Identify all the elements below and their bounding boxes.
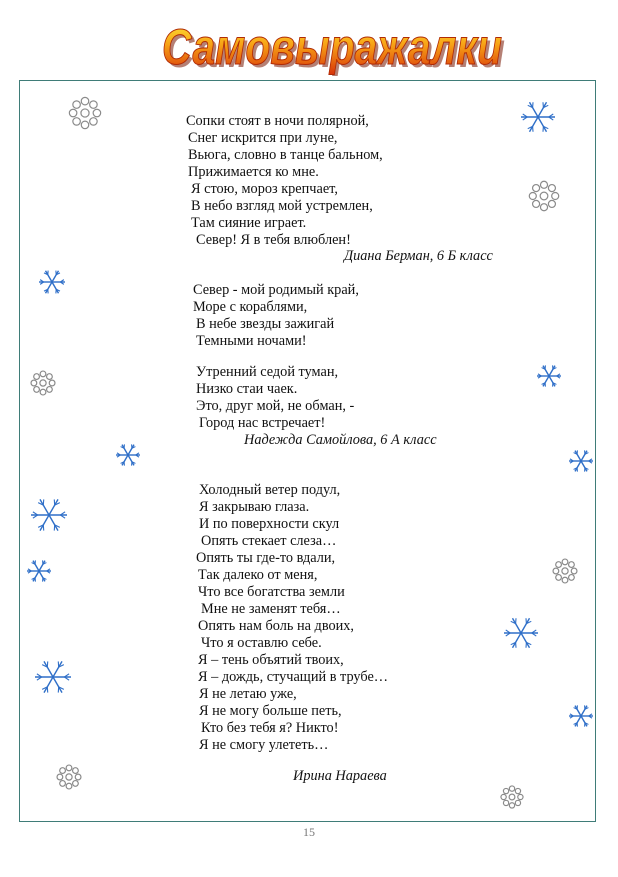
poem-line: Сопки стоят в ночи полярной, — [186, 113, 369, 129]
snowflake-icon — [38, 268, 66, 296]
poem-line: Низко стаи чаек. — [196, 381, 298, 397]
snow-dots-icon — [68, 96, 102, 130]
poem-line: Утренний седой туман, — [196, 364, 339, 380]
poem-line: Я – дождь, стучащий в трубе… — [198, 669, 389, 685]
page-number: 15 — [303, 825, 315, 839]
poem-line: Снег искрится при луне, — [188, 130, 338, 146]
poem-line: Я не летаю уже, — [199, 686, 297, 702]
poem-line: Там сияние играет. — [191, 215, 307, 231]
poem-line: И по поверхности скул — [199, 516, 340, 532]
poem-line: Я не смогу улететь… — [199, 737, 329, 753]
snowflake-icon — [115, 442, 141, 468]
poem-author: Ирина Нараева — [293, 768, 387, 784]
poem-line: Опять ты где-то вдали, — [196, 550, 336, 566]
poem-line: Кто без тебя я? Никто! — [201, 720, 339, 736]
snow-dots-icon — [552, 558, 578, 584]
poem-line: Опять нам боль на двоих, — [198, 618, 354, 634]
snow-dots-icon — [528, 180, 560, 212]
poem-line: Море с кораблями, — [193, 299, 308, 315]
snowflake-icon — [34, 658, 72, 696]
snowflake-icon — [30, 496, 68, 534]
snow-dots-icon — [56, 764, 82, 790]
poem-line: В небе звезды зажигай — [196, 316, 335, 332]
title-text: Самовыражалки — [162, 19, 502, 75]
snowflake-icon — [568, 448, 594, 474]
poem-line: Что я оставлю себе. — [201, 635, 322, 651]
poem-line: Так далеко от меня, — [198, 567, 318, 583]
page-title — [150, 14, 514, 76]
poem-line: Холодный ветер подул, — [199, 482, 341, 498]
poem-line: В небо взгляд мой устремлен, — [191, 198, 373, 214]
snowflake-icon — [503, 615, 539, 651]
poem-line: Прижимается ко мне. — [188, 164, 319, 180]
poem-line: Я закрываю глаза. — [199, 499, 310, 515]
poem-line: Вьюга, словно в танце бальном, — [188, 147, 383, 163]
poem-line: Это, друг мой, не обман, - — [196, 398, 355, 414]
snowflake-icon — [520, 99, 556, 135]
poem-author: Диана Берман, 6 Б класс — [344, 248, 493, 264]
snowflake-icon — [536, 363, 562, 389]
poem-author: Надежда Самойлова, 6 А класс — [244, 432, 437, 448]
poem-line: Город нас встречает! — [199, 415, 326, 431]
poem-line: Мне не заменят тебя… — [201, 601, 341, 617]
poem-line: Север - мой родимый край, — [193, 282, 359, 298]
poem-line: Темными ночами! — [196, 333, 307, 349]
snowflake-icon — [568, 703, 594, 729]
poem-line: Опять стекает слеза… — [201, 533, 337, 549]
poem-line: Я стою, мороз крепчает, — [191, 181, 338, 197]
snowflake-icon — [26, 558, 52, 584]
snow-dots-icon — [30, 370, 56, 396]
poem-line: Я не могу больше петь, — [199, 703, 342, 719]
poem-line: Север! Я в тебя влюблен! — [196, 232, 351, 248]
poem-line: Я – тень объятий твоих, — [198, 652, 344, 668]
title-shadow: Самовыражалки — [165, 22, 505, 76]
snow-dots-icon — [500, 785, 524, 809]
title-wordart — [150, 14, 514, 76]
poem-line: Что все богатства земли — [198, 584, 345, 600]
